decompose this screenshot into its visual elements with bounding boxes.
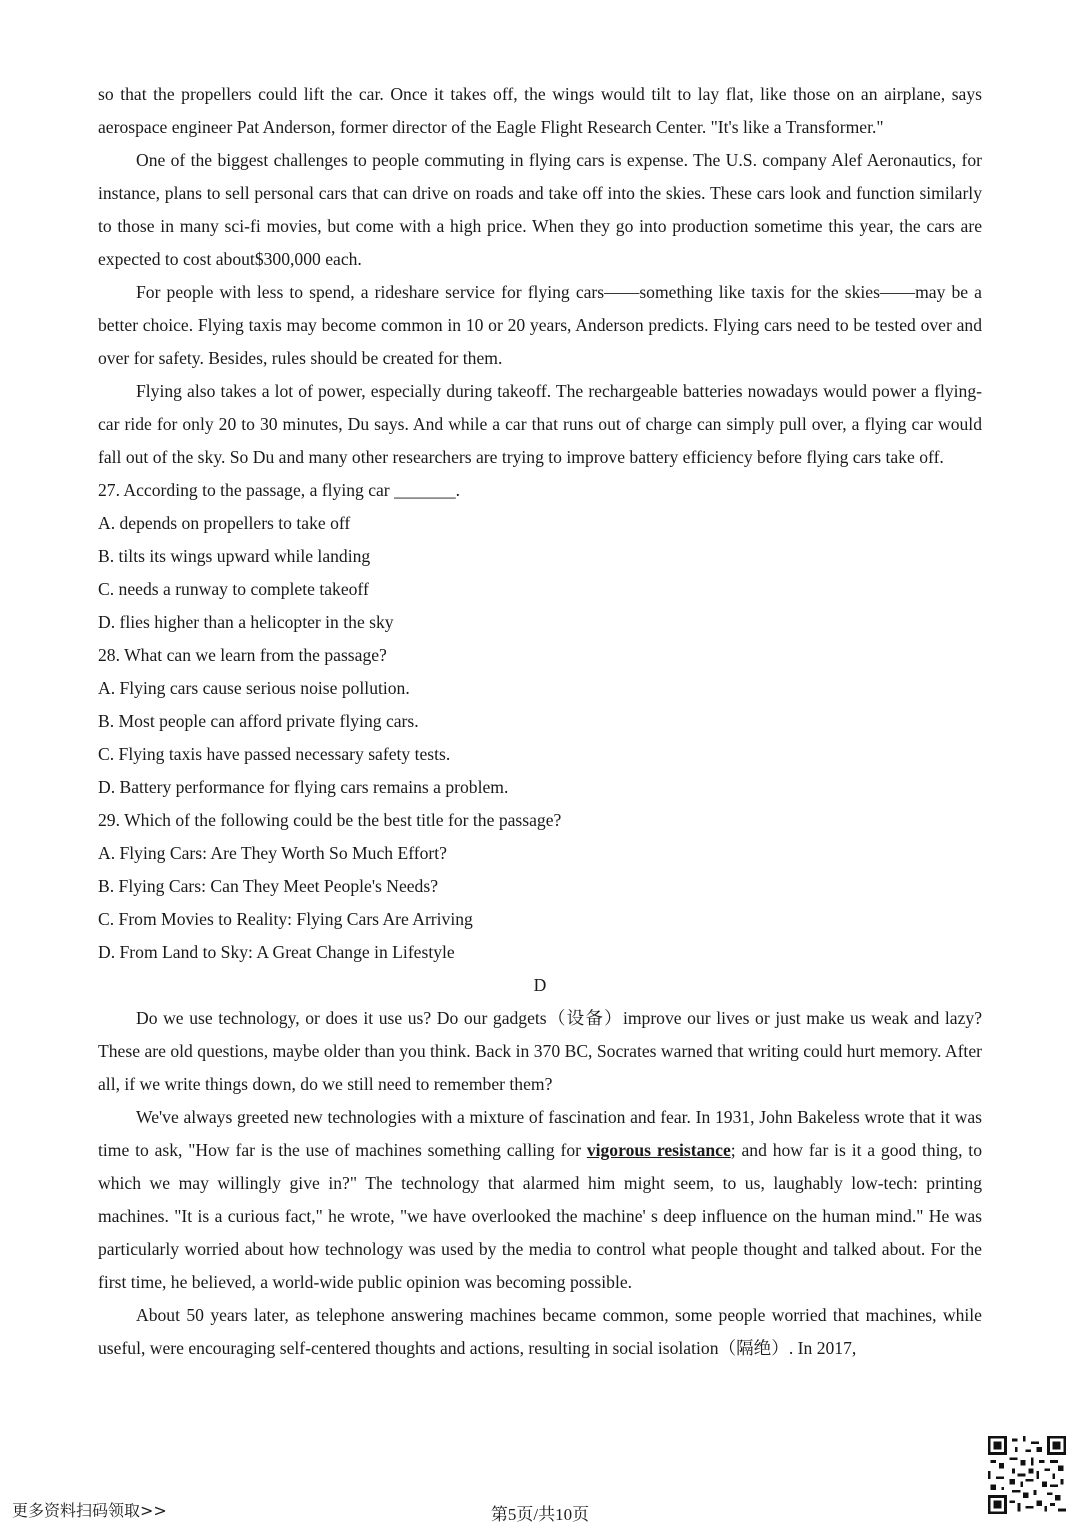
option-d: D. Battery performance for flying cars remains a problem.	[98, 777, 509, 797]
section-d-paragraph-3: About 50 years later, as telephone answering machines became common, some people worried that machines, while useful, were encouraging self-centered thoughts and actions, resulting in social isolation（隔绝）. In 2017,	[98, 1305, 982, 1358]
question-stem: 28. What can we learn from the passage?	[98, 645, 387, 665]
question-28	[98, 639, 982, 804]
option-a: A. depends on propellers to take off	[98, 513, 351, 533]
option-b: B. tilts its wings upward while landing	[98, 546, 371, 566]
option-b: B. Flying Cars: Can They Meet People's Needs?	[98, 876, 439, 896]
passage-c-paragraph-1: so that the propellers could lift the car. Once it takes off, the wings would tilt to lay flat, like those on an airplane, says aerospace engineer Pat Anderson, former director of the Eagle Flight Research Center. "It's like a Transformer."	[98, 84, 982, 137]
paragraph-text-after: ; and how far is it a good thing, to which we may willingly give in?" The technology that alarmed him might seem, to us, laughably low-tech: printing machines. "It is a curious fact," he wrote, "we have overlooked the machine' s deep influence on the human mind." He was particularly worried about how technology was used by the media to control what people thought and talked about. For the first time, he believed, a world-wide public opinion was becoming possible.	[98, 1140, 982, 1292]
option-c: C. Flying taxis have passed necessary safety tests.	[98, 744, 451, 764]
question-27	[98, 474, 982, 639]
passage-c-paragraph-2: One of the biggest challenges to people commuting in flying cars is expense. The U.S. company Alef Aeronautics, for instance, plans to sell personal cars that can drive on roads and take off into the skies. These cars look and function similarly to those in many sci-fi movies, but come with a high price. When they go into production sometime this year, the cars are expected to cost about$300,000 each.	[98, 150, 982, 269]
passage-c-paragraph-3: For people with less to spend, a rideshare service for flying cars——something like taxis for the skies——may be a better choice. Flying taxis may become common in 10 or 20 years, Anderson predicts. Flying cars need to be tested over and over for safety. Besides, rules should be created for them.	[98, 282, 982, 368]
section-d-paragraph-2	[98, 1101, 982, 1299]
more-resources-link[interactable]: 更多资料扫码领取>>	[12, 1501, 167, 1520]
question-stem: 27. According to the passage, a flying car _______.	[98, 480, 461, 500]
section-d-paragraph-1: Do we use technology, or does it use us? Do our gadgets（设备）improve our lives or just make us weak and lazy? These are old questions, maybe older than you think. Back in 370 BC, Socrates warned that writing could hurt memory. After all, if we write things down, do we still need to remember them?	[98, 1008, 982, 1094]
vigorous-resistance-emphasis: vigorous resistance	[586, 1140, 731, 1160]
option-d: D. From Land to Sky: A Great Change in Lifestyle	[98, 942, 455, 962]
option-c: C. From Movies to Reality: Flying Cars Are Arriving	[98, 909, 473, 929]
page-content	[98, 78, 982, 1365]
paragraph-text-before: We've always greeted new technologies with a mixture of fascination and fear. In 1931, John Bakeless wrote that it was time to ask, "How far is the use of machines something calling for	[98, 1107, 982, 1160]
option-c: C. needs a runway to complete takeoff	[98, 579, 369, 599]
qr-code-icon[interactable]	[988, 1436, 1066, 1514]
option-b: B. Most people can afford private flying cars.	[98, 711, 419, 731]
section-d-heading: D	[533, 975, 547, 995]
option-a: A. Flying Cars: Are They Worth So Much Effort?	[98, 843, 447, 863]
question-stem: 29. Which of the following could be the best title for the passage?	[98, 810, 562, 830]
option-d: D. flies higher than a helicopter in the sky	[98, 612, 394, 632]
page-number: 第5页/共10页	[490, 1505, 590, 1524]
question-29	[98, 804, 982, 969]
passage-c-paragraph-4: Flying also takes a lot of power, especially during takeoff. The rechargeable batteries nowadays would power a flying-car ride for only 20 to 30 minutes, Du says. And while a car that runs out of charge can simply pull over, a flying car would fall out of the sky. So Du and many other researchers are trying to improve battery efficiency before flying cars take off.	[98, 381, 982, 467]
option-a: A. Flying cars cause serious noise pollution.	[98, 678, 410, 698]
